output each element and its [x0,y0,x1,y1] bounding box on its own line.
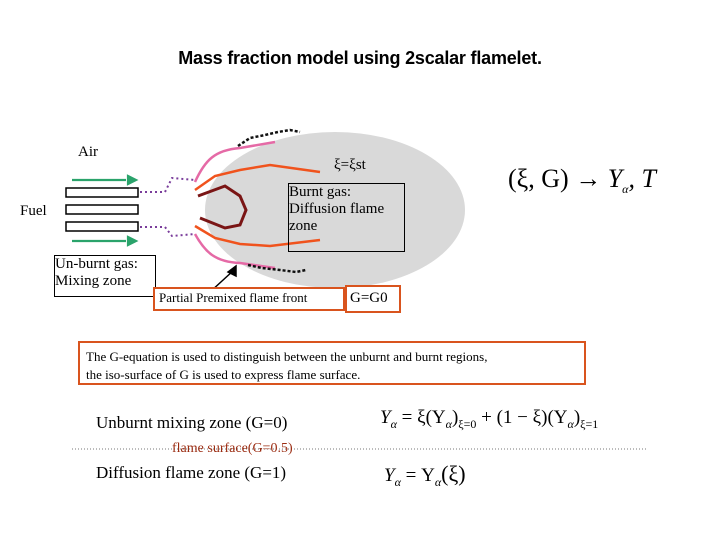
eq-alpha: α [567,416,574,431]
mixing-streamlines [140,178,195,236]
eq-y: Y [380,407,391,428]
eq-alpha: α [445,416,452,431]
note-line: the iso-surface of G is used to express flame surface. [86,367,361,382]
eq-part: = Y [400,465,435,486]
diffusion-equation [384,461,466,490]
mapping-alpha: α [622,182,629,197]
mapping-y: Y [607,164,623,193]
unburnt-gas-line: Un-burnt gas: [55,256,138,272]
eq-part: (ξ) [441,461,466,486]
unburnt-zone-label: Unburnt mixing zone (G=0) [96,413,288,432]
eq-part: = ξ(Y [396,407,446,428]
eq-alpha: α [434,474,442,489]
premixed-front-label: Partial Premixed flame front [159,290,308,305]
mapping-equation [508,164,656,197]
eq-y: Y [384,465,395,486]
mapping-arrow: → [575,164,602,193]
eq-sub: ξ=0 [458,416,477,431]
fuel-label: Fuel [20,203,47,219]
mapping-lhs: (ξ, G) [508,164,569,193]
flame-surface-label: flame surface(G=0.5) [172,441,293,456]
eq-alpha: α [394,474,401,489]
eq-part: ) [573,407,581,428]
mapping-t: , T [628,164,656,193]
note-line: The G-equation is used to distinguish between the unburnt and burnt regions, [86,349,488,364]
unburnt-gas-line: Mixing zone [55,273,132,289]
eq-alpha: α [390,416,397,431]
air-label: Air [78,144,98,160]
premixed-front-box [153,287,345,311]
fuel-nozzle [66,188,138,231]
xi-st-label: ξ=ξst [334,157,366,173]
eq-sub: ξ=1 [580,416,599,431]
burnt-gas-line: zone [289,218,318,234]
burnt-gas-box [288,183,405,252]
page-title: Mass fraction model using 2scalar flamelet. [178,48,542,68]
g0-label: G=G0 [350,290,388,306]
burnt-gas-line: Burnt gas: [289,184,352,200]
diffusion-zone-label: Diffusion flame zone (G=1) [96,463,287,482]
g0-box [345,285,401,313]
eq-part: + (1 − ξ)(Y [476,407,568,428]
g-equation-note [78,341,586,385]
unburnt-gas-box [54,255,156,297]
burnt-gas-line: Diffusion flame [289,201,385,217]
unburnt-equation [380,407,598,432]
eq-part: ) [451,407,459,428]
